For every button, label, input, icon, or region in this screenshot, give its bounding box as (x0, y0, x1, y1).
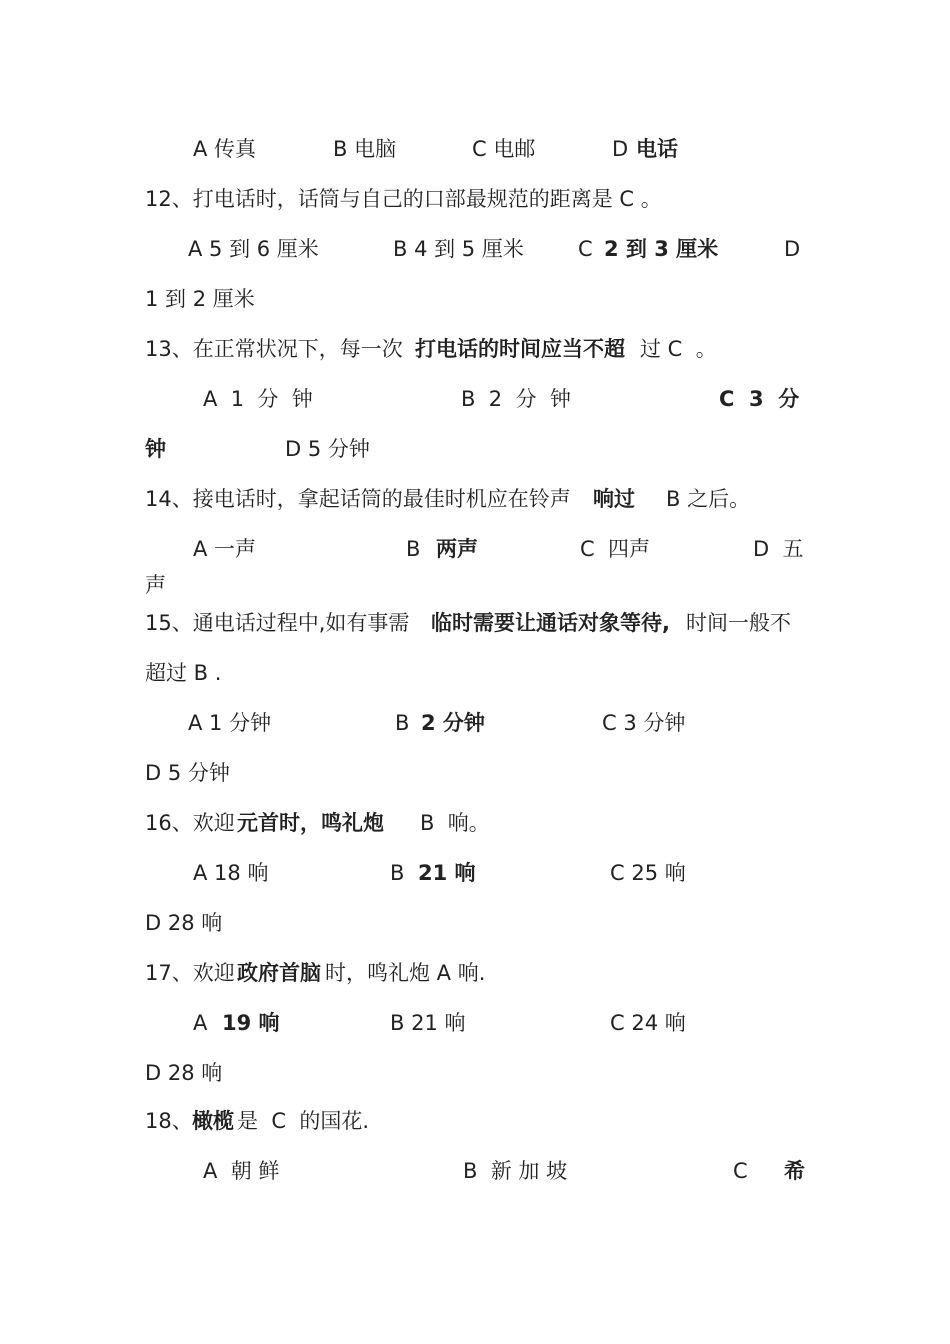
text-line-19-segment-3: B 21 响 (390, 1011, 466, 1035)
text-line-12-segment-1: 超过 B . (145, 661, 222, 685)
text-line-11-segment-2: 临时需要让通话对象等待, (431, 611, 670, 635)
text-line-13-segment-4: C 3 分钟 (602, 711, 686, 735)
text-line-5-segment-3: 过 C 。 (640, 337, 717, 361)
text-line-3-segment-1: A 5 到 6 厘米 (188, 237, 319, 261)
text-line-11-segment-3: 时间一般不 (686, 611, 791, 635)
text-line-4-segment-1: 1 到 2 厘米 (145, 287, 255, 311)
text-line-15-segment-1: 16、欢迎 (145, 811, 235, 835)
text-line-21-segment-2: 橄榄 (192, 1109, 234, 1133)
text-line-11-segment-1: 15、通电话过程中,如有事需 (145, 611, 410, 635)
text-line-1-segment-1: A 传真 (193, 137, 257, 161)
text-line-5-segment-1: 13、在正常状况下，每一次 (145, 337, 403, 361)
text-line-8-segment-1: 14、接电话时，拿起话筒的最佳时机应在铃声 (145, 487, 571, 511)
text-line-13-segment-2: B (395, 711, 417, 735)
text-line-16-segment-3: 21 响 (418, 861, 476, 885)
text-line-10-segment-1: 声 (145, 573, 166, 597)
text-line-18-segment-3: 时，鸣礼炮 A 响. (325, 961, 486, 985)
text-line-21-segment-1: 18、 (145, 1109, 193, 1133)
text-line-3-segment-2: B 4 到 5 厘米 (393, 237, 524, 261)
text-line-17-segment-1: D 28 响 (145, 911, 223, 935)
text-line-9-segment-5: D 五 (753, 537, 804, 561)
text-line-13-segment-3: 2 分钟 (421, 711, 485, 735)
text-line-19-segment-1: A (193, 1011, 215, 1035)
text-line-9-segment-3: 两声 (436, 537, 478, 561)
text-line-1-segment-4: D (612, 137, 635, 161)
text-line-9-segment-2: B (406, 537, 428, 561)
text-line-3-segment-5: D (784, 237, 801, 261)
text-line-21-segment-3: 是 C 的国花. (237, 1109, 370, 1133)
text-line-8-segment-2: 响过 (593, 487, 635, 511)
text-line-1-segment-5: 电话 (636, 137, 678, 161)
text-line-2-segment-1: 12、打电话时，话筒与自己的口部最规范的距离是 C 。 (145, 187, 662, 211)
text-line-7-segment-1: 钟 (145, 437, 166, 461)
text-line-6-segment-1: A 1 分 钟 (203, 387, 313, 411)
text-line-14-segment-1: D 5 分钟 (145, 761, 230, 785)
text-line-16-segment-2: B (390, 861, 412, 885)
text-line-16-segment-1: A 18 响 (193, 861, 269, 885)
text-line-13-segment-1: A 1 分钟 (188, 711, 272, 735)
text-line-5-segment-2: 打电话的时间应当不超 (415, 337, 625, 361)
text-line-9-segment-4: C 四声 (580, 537, 651, 561)
text-line-22-segment-1: A 朝 鲜 (203, 1159, 280, 1183)
text-line-3-segment-3: C (578, 237, 600, 261)
text-line-3-segment-4: 2 到 3 厘米 (604, 237, 719, 261)
text-line-6-segment-2: B 2 分 钟 (461, 387, 571, 411)
text-line-19-segment-2: 19 响 (222, 1011, 280, 1035)
text-line-18-segment-2: 政府首脑 (237, 961, 321, 985)
text-line-7-segment-2: D 5 分钟 (285, 437, 370, 461)
text-line-18-segment-1: 17、欢迎 (145, 961, 235, 985)
text-line-20-segment-1: D 28 响 (145, 1061, 223, 1085)
text-line-1-segment-2: B 电脑 (333, 137, 397, 161)
text-line-15-segment-2: 元首时，鸣礼炮 (237, 811, 384, 835)
text-line-22-segment-3: C (733, 1159, 748, 1183)
text-line-16-segment-4: C 25 响 (610, 861, 686, 885)
text-line-19-segment-4: C 24 响 (610, 1011, 686, 1035)
text-line-9-segment-1: A 一声 (193, 537, 257, 561)
text-line-15-segment-3: B 响。 (420, 811, 490, 835)
text-line-1-segment-3: C 电邮 (472, 137, 536, 161)
text-line-8-segment-3: B 之后。 (666, 487, 751, 511)
text-line-22-segment-4: 希 (784, 1159, 805, 1183)
text-line-22-segment-2: B 新 加 坡 (463, 1159, 568, 1183)
text-line-6-segment-3: C 3 分 (719, 387, 800, 411)
